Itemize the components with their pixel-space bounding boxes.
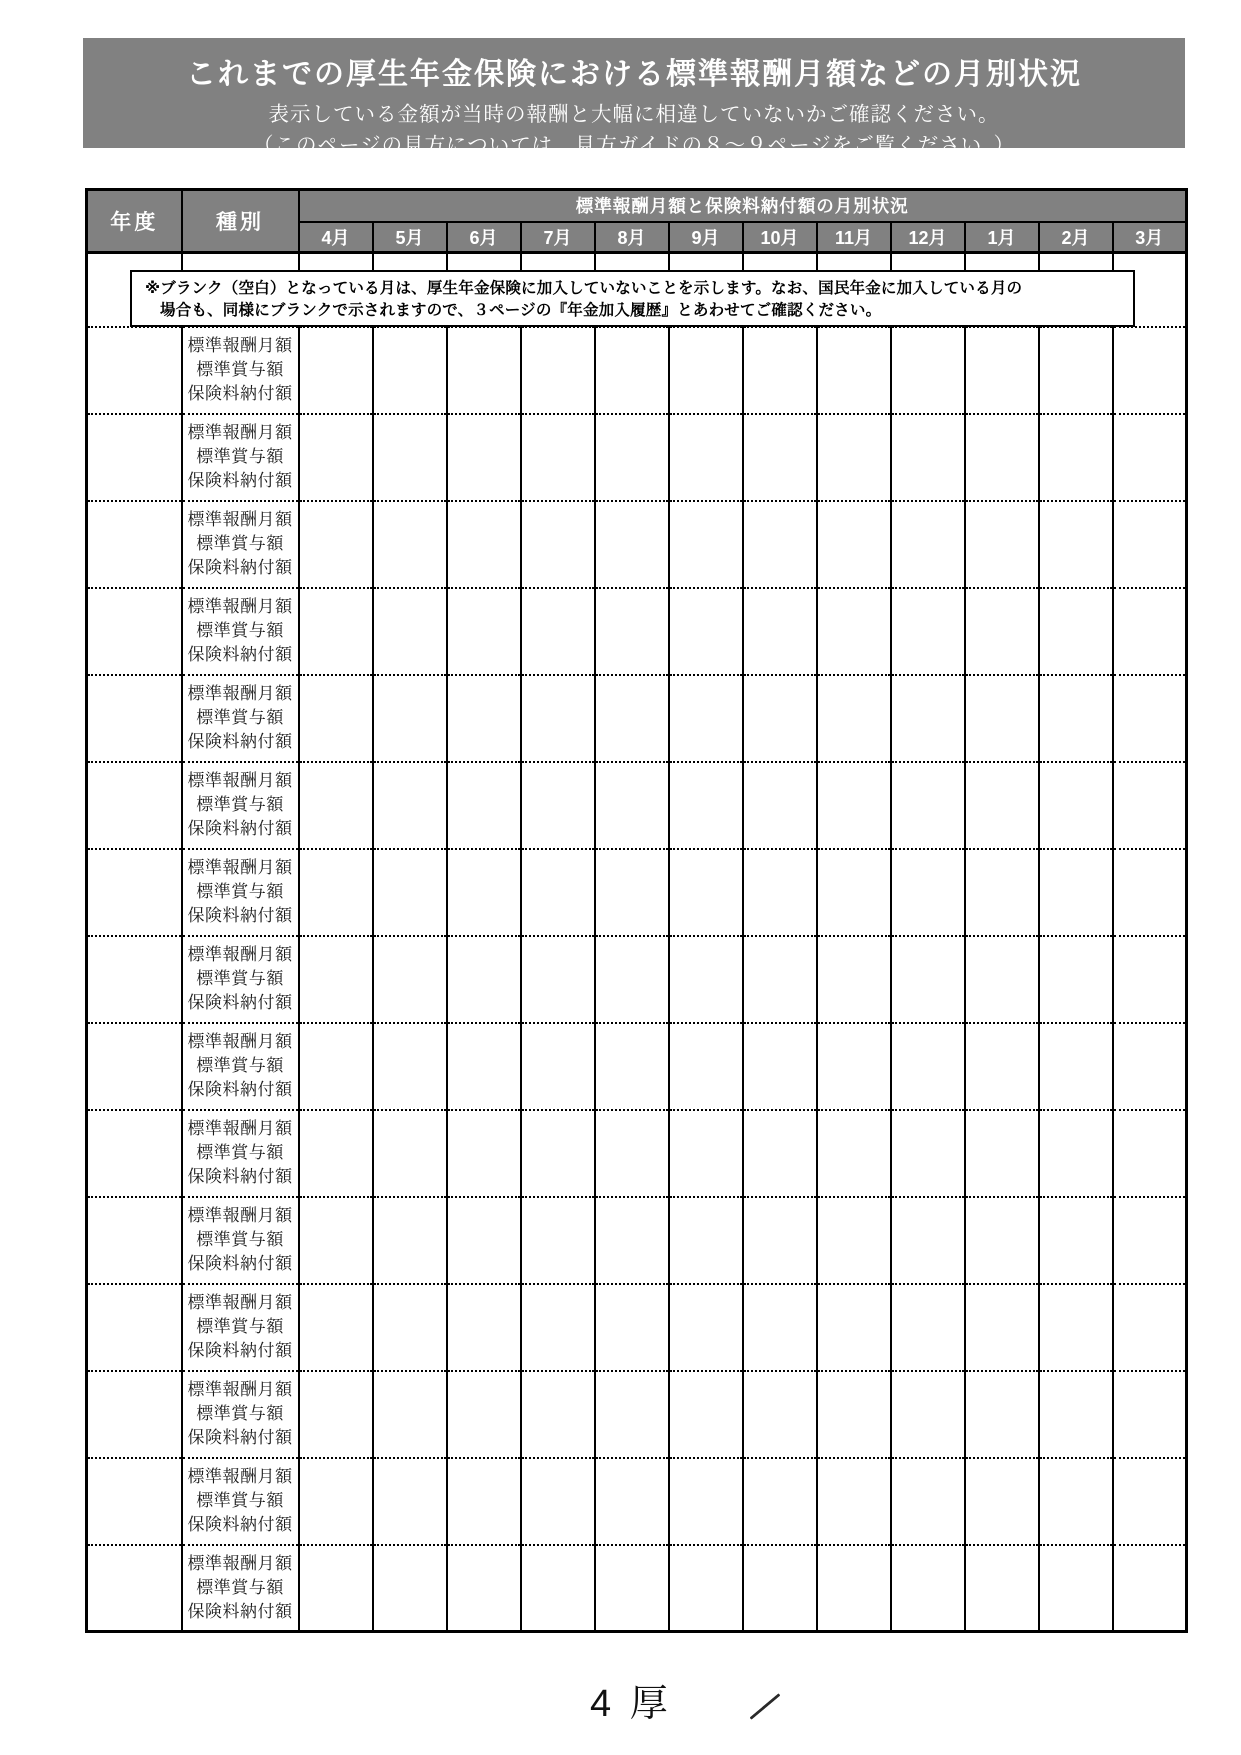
type-label-standard-bonus: 標準賞与額	[196, 1577, 284, 1597]
month-value-cell-jun	[447, 1023, 521, 1110]
month-value-cell-mar	[1113, 1023, 1187, 1110]
month-value-cell-jul	[521, 1371, 595, 1458]
month-value-cell-may	[373, 327, 447, 414]
month-value-cell-nov	[817, 1023, 891, 1110]
month-value-cell-may	[373, 1458, 447, 1545]
month-value-cell-sep	[669, 588, 743, 675]
month-value-cell-mar	[1113, 1110, 1187, 1197]
month-value-cell-aug	[595, 1110, 669, 1197]
month-value-cell-aug	[595, 936, 669, 1023]
month-value-cell-dec	[891, 1284, 965, 1371]
month-value-cell-mar	[1113, 414, 1187, 501]
type-label-premium-paid: 保険料納付額	[187, 645, 293, 664]
month-value-cell-jan	[965, 936, 1039, 1023]
month-value-cell-oct	[743, 1023, 817, 1110]
record-group-row	[87, 1545, 1187, 1632]
header-row-1	[87, 190, 1187, 222]
month-value-cell-may	[373, 675, 447, 762]
type-label-premium-paid: 保険料納付額	[187, 471, 293, 490]
month-value-cell-apr	[299, 936, 373, 1023]
month-value-cell-may	[373, 849, 447, 936]
month-header-sep: 9月	[669, 222, 743, 253]
month-value-cell-oct	[743, 762, 817, 849]
type-label-standard-bonus: 標準賞与額	[196, 1317, 284, 1336]
type-label-cell	[182, 1545, 299, 1632]
month-value-cell-jun	[447, 1371, 521, 1458]
record-group-row	[87, 675, 1187, 762]
month-value-cell-nov	[817, 1545, 891, 1632]
record-group-row	[87, 1197, 1187, 1284]
note-line-2: 場合も、同様にブランクで示されますので、３ページの『年金加入履歴』とあわせてご確認ください。	[160, 302, 882, 319]
type-label-standard-bonus: 標準賞与額	[196, 969, 284, 988]
month-value-cell-jul	[521, 414, 595, 501]
month-value-cell-dec	[891, 849, 965, 936]
type-label-standard-monthly-remuneration: 標準報酬月額	[187, 423, 293, 442]
month-value-cell-dec	[891, 1023, 965, 1110]
type-label-standard-bonus: 標準賞与額	[196, 447, 284, 466]
month-value-cell-aug	[595, 327, 669, 414]
month-value-cell-apr	[299, 675, 373, 762]
month-value-cell-feb	[1039, 849, 1113, 936]
month-value-cell-sep	[669, 762, 743, 849]
type-label-cell	[182, 762, 299, 849]
type-label-standard-monthly-remuneration: 標準報酬月額	[187, 771, 293, 790]
footer-page-number: 4 厚	[590, 1683, 672, 1725]
year-value-cell	[87, 936, 182, 1023]
month-value-cell-mar	[1113, 1371, 1187, 1458]
page-subtitle-guide: （このページの見方については、見方ガイドの８～９ページをご覧ください。）	[253, 134, 1015, 157]
type-label-standard-bonus: 標準賞与額	[196, 795, 284, 814]
month-value-cell-jul	[521, 327, 595, 414]
month-value-cell-dec	[891, 1197, 965, 1284]
month-value-cell-aug	[595, 588, 669, 675]
type-label-standard-bonus: 標準賞与額	[196, 1143, 284, 1162]
month-header-aug: 8月	[595, 222, 669, 253]
month-value-cell-may	[373, 1545, 447, 1632]
month-value-cell-aug	[595, 1545, 669, 1632]
type-label-standard-bonus: 標準賞与額	[196, 708, 284, 727]
record-group-row	[87, 1110, 1187, 1197]
month-value-cell-jul	[521, 1197, 595, 1284]
record-group-row	[87, 1371, 1187, 1458]
type-label-standard-monthly-remuneration: 標準報酬月額	[187, 1553, 293, 1573]
type-label-premium-paid: 保険料納付額	[187, 819, 293, 838]
month-header-jul: 7月	[521, 222, 595, 253]
month-value-cell-sep	[669, 1371, 743, 1458]
type-label-premium-paid: 保険料納付額	[187, 1167, 293, 1186]
month-value-cell-mar	[1113, 1458, 1187, 1545]
type-label-cell	[182, 1371, 299, 1458]
month-value-cell-jan	[965, 1284, 1039, 1371]
month-value-cell-feb	[1039, 762, 1113, 849]
month-value-cell-jul	[521, 1023, 595, 1110]
month-value-cell-dec	[891, 501, 965, 588]
month-value-cell-jan	[965, 762, 1039, 849]
type-label-standard-bonus: 標準賞与額	[196, 1404, 284, 1423]
month-value-cell-may	[373, 1284, 447, 1371]
month-value-cell-oct	[743, 1197, 817, 1284]
month-value-cell-nov	[817, 327, 891, 414]
year-value-cell	[87, 588, 182, 675]
month-value-cell-sep	[669, 501, 743, 588]
year-value-cell	[87, 1458, 182, 1545]
month-value-cell-jul	[521, 675, 595, 762]
month-value-cell-jun	[447, 501, 521, 588]
month-value-cell-jul	[521, 501, 595, 588]
month-value-cell-oct	[743, 675, 817, 762]
month-value-cell-dec	[891, 1110, 965, 1197]
month-value-cell-dec	[891, 1458, 965, 1545]
month-value-cell-feb	[1039, 936, 1113, 1023]
month-value-cell-mar	[1113, 849, 1187, 936]
month-value-cell-dec	[891, 1545, 965, 1632]
month-value-cell-mar	[1113, 501, 1187, 588]
month-value-cell-dec	[891, 1371, 965, 1458]
page-subtitle-check: 表示している金額が当時の報酬と大幅に相違していないかご確認ください。	[268, 103, 1000, 126]
type-label-standard-bonus: 標準賞与額	[196, 360, 284, 379]
month-header-may: 5月	[373, 222, 447, 253]
month-header-mar: 3月	[1113, 222, 1187, 253]
year-value-cell	[87, 1284, 182, 1371]
month-value-cell-feb	[1039, 1284, 1113, 1371]
month-value-cell-may	[373, 1197, 447, 1284]
page-title: これまでの厚生年金保険における標準報酬月額などの月別状況	[186, 58, 1082, 91]
month-value-cell-may	[373, 1371, 447, 1458]
record-group-row	[87, 1023, 1187, 1110]
month-value-cell-jun	[447, 762, 521, 849]
month-value-cell-sep	[669, 414, 743, 501]
type-label-premium-paid: 保険料納付額	[187, 993, 293, 1012]
month-value-cell-apr	[299, 1371, 373, 1458]
month-value-cell-jun	[447, 1284, 521, 1371]
month-value-cell-dec	[891, 414, 965, 501]
month-header-jan: 1月	[965, 222, 1039, 253]
month-value-cell-jul	[521, 936, 595, 1023]
type-label-cell	[182, 675, 299, 762]
type-label-standard-bonus: 標準賞与額	[196, 882, 284, 901]
monthly-record-table	[85, 188, 1188, 1633]
month-value-cell-dec	[891, 675, 965, 762]
month-value-cell-jan	[965, 1197, 1039, 1284]
page-title-banner	[83, 38, 1185, 157]
month-value-cell-apr	[299, 414, 373, 501]
type-label-standard-bonus: 標準賞与額	[196, 1230, 284, 1249]
month-header-oct: 10月	[743, 222, 817, 253]
month-value-cell-may	[373, 1110, 447, 1197]
year-value-cell	[87, 1110, 182, 1197]
month-value-cell-jan	[965, 1371, 1039, 1458]
type-label-standard-monthly-remuneration: 標準報酬月額	[187, 1380, 293, 1399]
month-value-cell-sep	[669, 1545, 743, 1632]
monthly-record-table-wrap	[85, 188, 1185, 1633]
month-value-cell-oct	[743, 849, 817, 936]
year-value-cell	[87, 414, 182, 501]
month-value-cell-dec	[891, 588, 965, 675]
year-value-cell	[87, 501, 182, 588]
month-value-cell-aug	[595, 1371, 669, 1458]
month-value-cell-sep	[669, 1197, 743, 1284]
month-value-cell-sep	[669, 675, 743, 762]
type-label-premium-paid: 保険料納付額	[187, 558, 293, 577]
month-value-cell-jan	[965, 1545, 1039, 1632]
record-group-row	[87, 501, 1187, 588]
type-label-premium-paid: 保険料納付額	[187, 1080, 293, 1099]
month-value-cell-oct	[743, 1110, 817, 1197]
type-label-cell	[182, 1110, 299, 1197]
month-value-cell-jun	[447, 588, 521, 675]
month-value-cell-may	[373, 936, 447, 1023]
year-value-cell	[87, 849, 182, 936]
month-value-cell-mar	[1113, 936, 1187, 1023]
type-label-premium-paid: 保険料納付額	[187, 1515, 293, 1534]
type-label-cell	[182, 327, 299, 414]
type-label-standard-monthly-remuneration: 標準報酬月額	[187, 1293, 293, 1312]
month-value-cell-apr	[299, 1545, 373, 1632]
type-label-standard-monthly-remuneration: 標準報酬月額	[187, 510, 293, 529]
month-value-cell-aug	[595, 1284, 669, 1371]
month-value-cell-feb	[1039, 1545, 1113, 1632]
month-value-cell-aug	[595, 1023, 669, 1110]
record-group-row	[87, 414, 1187, 501]
month-value-cell-nov	[817, 1284, 891, 1371]
month-value-cell-apr	[299, 1023, 373, 1110]
month-value-cell-oct	[743, 588, 817, 675]
month-value-cell-apr	[299, 501, 373, 588]
months-span-header: 標準報酬月額と保険料納付額の月別状況	[299, 190, 1187, 222]
month-value-cell-jun	[447, 1458, 521, 1545]
month-value-cell-mar	[1113, 762, 1187, 849]
month-value-cell-oct	[743, 1545, 817, 1632]
month-value-cell-jul	[521, 762, 595, 849]
month-value-cell-nov	[817, 936, 891, 1023]
type-label-standard-monthly-remuneration: 標準報酬月額	[187, 858, 293, 877]
month-value-cell-aug	[595, 762, 669, 849]
month-value-cell-jan	[965, 1458, 1039, 1545]
month-value-cell-feb	[1039, 588, 1113, 675]
type-label-premium-paid: 保険料納付額	[187, 1601, 293, 1621]
month-value-cell-apr	[299, 327, 373, 414]
type-label-premium-paid: 保険料納付額	[187, 732, 293, 751]
month-value-cell-may	[373, 501, 447, 588]
month-value-cell-dec	[891, 936, 965, 1023]
type-label-cell	[182, 936, 299, 1023]
month-value-cell-jul	[521, 1284, 595, 1371]
month-value-cell-mar	[1113, 1197, 1187, 1284]
type-label-cell	[182, 1458, 299, 1545]
type-column-header: 種別	[182, 190, 299, 253]
month-value-cell-nov	[817, 675, 891, 762]
month-value-cell-jun	[447, 1110, 521, 1197]
type-label-standard-monthly-remuneration: 標準報酬月額	[187, 945, 293, 964]
type-label-premium-paid: 保険料納付額	[187, 1254, 293, 1273]
note-line-1: ※ブランク（空白）となっている月は、厚生年金保険に加入していないことを示します。なお、国民年金に加入している月の	[145, 280, 1023, 297]
blank-month-note	[130, 270, 1135, 327]
type-label-premium-paid: 保険料納付額	[187, 1341, 293, 1360]
month-value-cell-may	[373, 762, 447, 849]
month-value-cell-mar	[1113, 327, 1187, 414]
month-value-cell-oct	[743, 501, 817, 588]
month-value-cell-jan	[965, 327, 1039, 414]
record-group-row	[87, 588, 1187, 675]
month-value-cell-feb	[1039, 327, 1113, 414]
month-value-cell-feb	[1039, 1197, 1113, 1284]
month-value-cell-jul	[521, 1545, 595, 1632]
month-value-cell-jan	[965, 501, 1039, 588]
month-value-cell-may	[373, 588, 447, 675]
year-value-cell	[87, 327, 182, 414]
month-value-cell-jul	[521, 588, 595, 675]
month-value-cell-feb	[1039, 501, 1113, 588]
month-value-cell-jul	[521, 849, 595, 936]
month-value-cell-nov	[817, 1458, 891, 1545]
month-value-cell-may	[373, 414, 447, 501]
month-value-cell-jan	[965, 849, 1039, 936]
month-value-cell-apr	[299, 762, 373, 849]
month-value-cell-apr	[299, 1284, 373, 1371]
month-header-dec: 12月	[891, 222, 965, 253]
type-label-standard-monthly-remuneration: 標準報酬月額	[187, 1206, 293, 1225]
type-label-standard-monthly-remuneration: 標準報酬月額	[187, 1467, 293, 1486]
month-value-cell-feb	[1039, 1458, 1113, 1545]
type-label-standard-bonus: 標準賞与額	[196, 534, 284, 553]
month-value-cell-jan	[965, 675, 1039, 762]
month-value-cell-mar	[1113, 1545, 1187, 1632]
record-group-row	[87, 327, 1187, 414]
month-value-cell-nov	[817, 501, 891, 588]
type-label-standard-bonus: 標準賞与額	[196, 1491, 284, 1510]
month-value-cell-oct	[743, 936, 817, 1023]
month-value-cell-aug	[595, 414, 669, 501]
month-header-apr: 4月	[299, 222, 373, 253]
month-value-cell-dec	[891, 762, 965, 849]
month-value-cell-nov	[817, 1197, 891, 1284]
type-label-premium-paid: 保険料納付額	[187, 1428, 293, 1447]
month-value-cell-jan	[965, 588, 1039, 675]
month-value-cell-jun	[447, 936, 521, 1023]
month-value-cell-mar	[1113, 1284, 1187, 1371]
type-label-cell	[182, 414, 299, 501]
month-value-cell-feb	[1039, 414, 1113, 501]
type-label-premium-paid: 保険料納付額	[187, 384, 293, 403]
year-value-cell	[87, 762, 182, 849]
type-label-premium-paid: 保険料納付額	[187, 906, 293, 925]
type-label-standard-monthly-remuneration: 標準報酬月額	[187, 597, 293, 616]
type-label-standard-monthly-remuneration: 標準報酬月額	[187, 336, 293, 355]
year-value-cell	[87, 1545, 182, 1632]
month-value-cell-aug	[595, 1197, 669, 1284]
type-label-cell	[182, 588, 299, 675]
month-header-feb: 2月	[1039, 222, 1113, 253]
month-value-cell-aug	[595, 1458, 669, 1545]
type-label-standard-monthly-remuneration: 標準報酬月額	[187, 1119, 293, 1138]
month-value-cell-jun	[447, 414, 521, 501]
month-value-cell-apr	[299, 1458, 373, 1545]
month-value-cell-nov	[817, 1371, 891, 1458]
month-value-cell-jul	[521, 1458, 595, 1545]
month-value-cell-aug	[595, 501, 669, 588]
year-value-cell	[87, 1197, 182, 1284]
year-value-cell	[87, 1371, 182, 1458]
type-label-cell	[182, 1284, 299, 1371]
month-value-cell-feb	[1039, 1371, 1113, 1458]
type-label-standard-bonus: 標準賞与額	[196, 1056, 284, 1075]
record-group-row	[87, 762, 1187, 849]
record-group-row	[87, 849, 1187, 936]
month-value-cell-sep	[669, 327, 743, 414]
month-value-cell-oct	[743, 1371, 817, 1458]
type-label-cell	[182, 501, 299, 588]
month-value-cell-oct	[743, 414, 817, 501]
month-value-cell-sep	[669, 1110, 743, 1197]
month-value-cell-feb	[1039, 1110, 1113, 1197]
month-value-cell-jun	[447, 1197, 521, 1284]
year-column-header: 年度	[87, 190, 182, 253]
month-value-cell-may	[373, 1023, 447, 1110]
year-value-cell	[87, 1023, 182, 1110]
month-value-cell-nov	[817, 588, 891, 675]
type-label-cell	[182, 1197, 299, 1284]
month-value-cell-jun	[447, 849, 521, 936]
month-value-cell-oct	[743, 1458, 817, 1545]
month-value-cell-jul	[521, 1110, 595, 1197]
type-label-standard-bonus: 標準賞与額	[196, 621, 284, 640]
record-group-row	[87, 1284, 1187, 1371]
record-rows-body	[87, 253, 1187, 1632]
type-label-cell	[182, 1023, 299, 1110]
month-value-cell-oct	[743, 1284, 817, 1371]
month-header-nov: 11月	[817, 222, 891, 253]
type-label-standard-monthly-remuneration: 標準報酬月額	[187, 1032, 293, 1051]
month-value-cell-sep	[669, 1284, 743, 1371]
month-value-cell-jan	[965, 1110, 1039, 1197]
month-value-cell-sep	[669, 1023, 743, 1110]
month-value-cell-apr	[299, 1197, 373, 1284]
month-value-cell-dec	[891, 327, 965, 414]
month-value-cell-jun	[447, 1545, 521, 1632]
type-label-standard-monthly-remuneration: 標準報酬月額	[187, 684, 293, 703]
month-value-cell-feb	[1039, 1023, 1113, 1110]
record-group-row	[87, 1458, 1187, 1545]
month-value-cell-jun	[447, 327, 521, 414]
month-value-cell-aug	[595, 675, 669, 762]
type-label-cell	[182, 849, 299, 936]
month-value-cell-mar	[1113, 588, 1187, 675]
month-value-cell-oct	[743, 327, 817, 414]
month-value-cell-aug	[595, 849, 669, 936]
month-value-cell-nov	[817, 762, 891, 849]
month-value-cell-apr	[299, 1110, 373, 1197]
month-value-cell-nov	[817, 414, 891, 501]
month-value-cell-mar	[1113, 675, 1187, 762]
month-header-jun: 6月	[447, 222, 521, 253]
month-value-cell-apr	[299, 849, 373, 936]
record-group-row	[87, 936, 1187, 1023]
month-value-cell-feb	[1039, 675, 1113, 762]
month-value-cell-jan	[965, 1023, 1039, 1110]
month-value-cell-apr	[299, 588, 373, 675]
month-value-cell-nov	[817, 1110, 891, 1197]
month-value-cell-jan	[965, 414, 1039, 501]
month-value-cell-sep	[669, 1458, 743, 1545]
month-value-cell-nov	[817, 849, 891, 936]
month-value-cell-sep	[669, 936, 743, 1023]
month-value-cell-jun	[447, 675, 521, 762]
month-value-cell-sep	[669, 849, 743, 936]
slash-mark-icon	[749, 1693, 780, 1720]
year-value-cell	[87, 675, 182, 762]
